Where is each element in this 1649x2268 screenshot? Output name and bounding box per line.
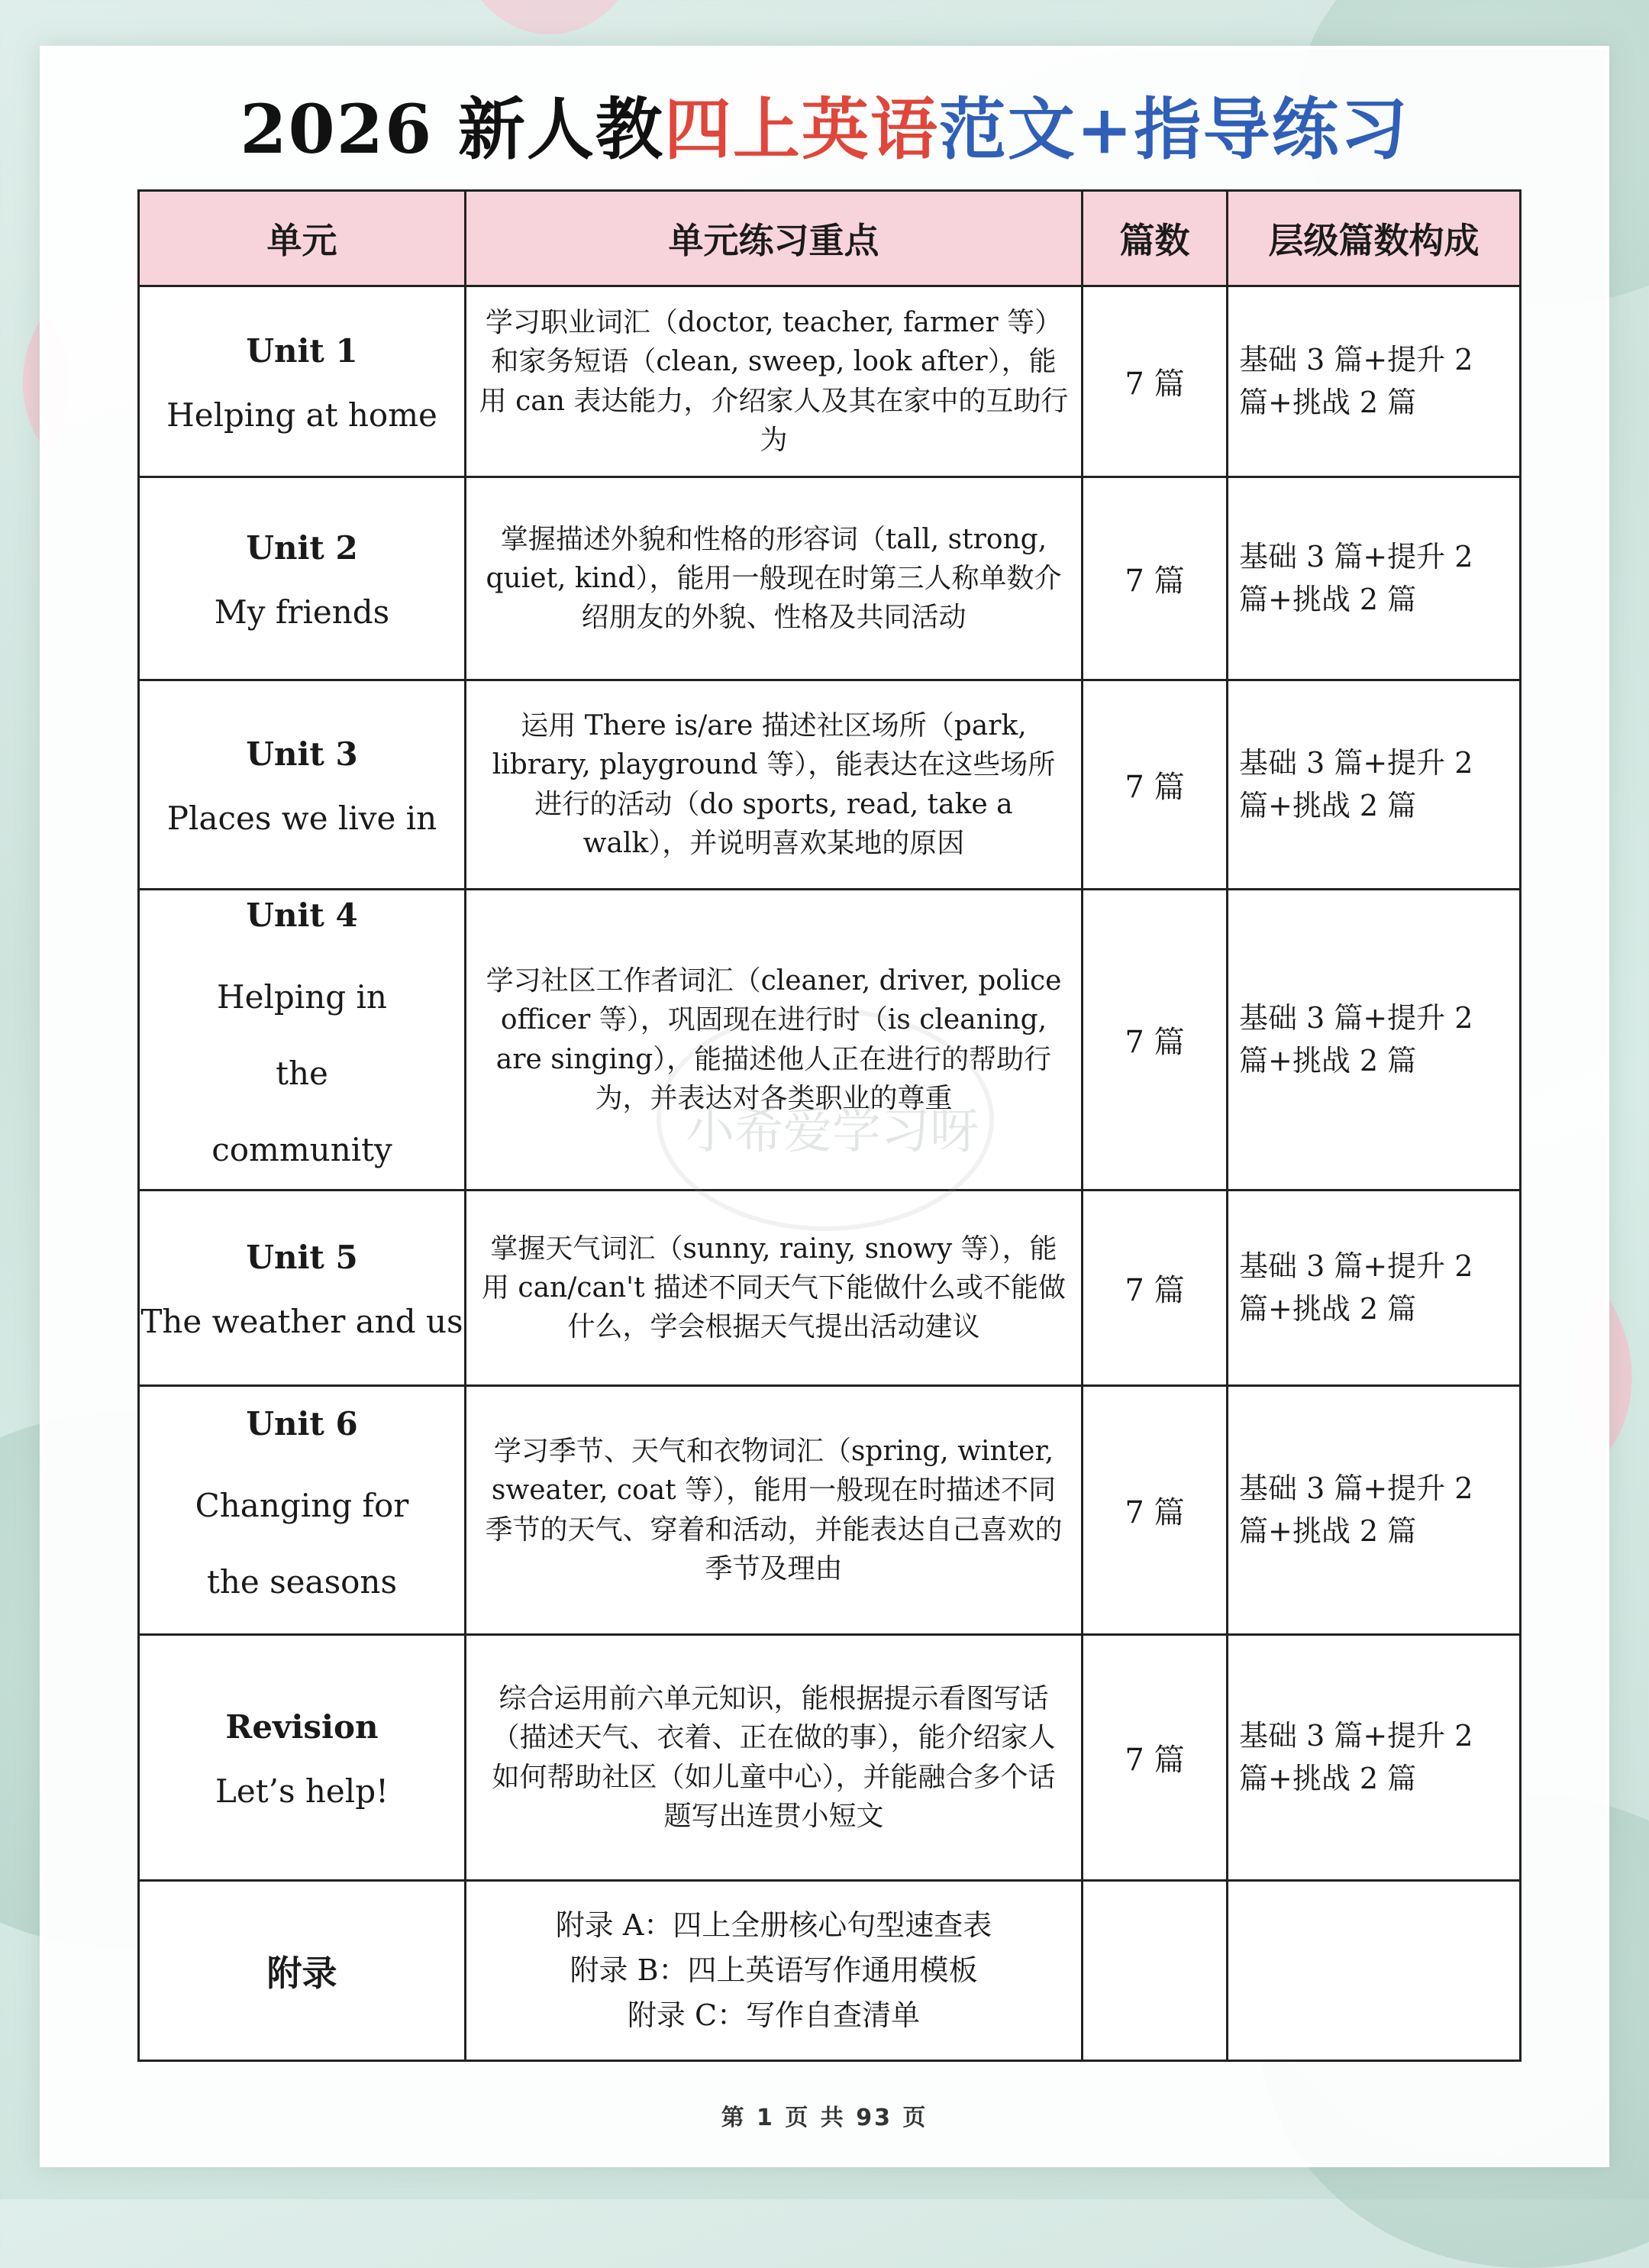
table-row xyxy=(139,286,1521,477)
unit-cell xyxy=(139,680,466,890)
lotus-flower-decoration xyxy=(473,0,626,46)
unit-number: Unit 6 xyxy=(246,1405,358,1443)
levels-cell: 基础 3 篇+提升 2 篇+挑战 2 篇 xyxy=(1228,890,1521,1191)
focus-cell: 学习职业词汇（doctor, teacher, farmer 等）和家务短语（clean, sweep, look after），能用 can 表达能力，介绍家人及其在家中的互助行为 xyxy=(466,286,1083,477)
unit-table xyxy=(137,189,1522,2062)
header-count: 篇数 xyxy=(1083,191,1228,286)
levels-cell: 基础 3 篇+提升 2 篇+挑战 2 篇 xyxy=(1228,680,1521,890)
levels-cell: 基础 3 篇+提升 2 篇+挑战 2 篇 xyxy=(1228,1191,1521,1386)
focus-cell: 学习社区工作者词汇（cleaner, driver, police officer 等），巩固现在进行时（is cleaning, are singing），能描述他人正在进行的帮助行为，并表达对各类职业的尊重 xyxy=(466,890,1083,1191)
levels-cell: 基础 3 篇+提升 2 篇+挑战 2 篇 xyxy=(1228,286,1521,477)
watermark-text: 小希爱学习呀 xyxy=(686,1103,979,1160)
unit-name: Helping in the community xyxy=(211,978,392,1168)
appendix-label: 附录 xyxy=(139,1881,466,2061)
count-cell: 7 篇 xyxy=(1083,680,1228,890)
unit-name: Changing for the seasons xyxy=(195,1487,409,1601)
unit-number: Unit 3 xyxy=(246,735,358,773)
count-cell: 7 篇 xyxy=(1083,890,1228,1191)
table-row-appendix xyxy=(139,1881,1521,2061)
unit-cell xyxy=(139,1635,466,1881)
unit-name: My friends xyxy=(214,593,390,631)
count-cell: 7 篇 xyxy=(1083,286,1228,477)
count-cell: 7 篇 xyxy=(1083,1386,1228,1635)
levels-cell: 基础 3 篇+提升 2 篇+挑战 2 篇 xyxy=(1228,1386,1521,1635)
unit-cell xyxy=(139,1386,466,1635)
table-row xyxy=(139,1386,1521,1635)
focus-cell: 综合运用前六单元知识，能根据提示看图写话（描述天气、衣着、正在做的事），能介绍家人如何帮助社区（如儿童中心），并能融合多个话题写出连贯小短文 xyxy=(466,1635,1083,1881)
header-focus: 单元练习重点 xyxy=(466,191,1083,286)
unit-name: Places we live in xyxy=(166,799,437,837)
title-part-year: 2026 新人教 xyxy=(240,89,664,169)
unit-name: Helping at home xyxy=(166,396,437,434)
appendix-item: 附录 A：四上全册核心句型速查表 xyxy=(555,1908,992,1943)
title-part-subject: 四上英语 xyxy=(663,89,939,169)
unit-number: Unit 4 xyxy=(246,897,358,934)
focus-cell: 运用 There is/are 描述社区场所（park, library, playground 等），能表达在这些场所进行的活动（do sports, read, take a walk），并说明喜欢某地的原因 xyxy=(466,680,1083,890)
levels-cell: 基础 3 篇+提升 2 篇+挑战 2 篇 xyxy=(1228,477,1521,680)
count-cell: 7 篇 xyxy=(1083,1635,1228,1881)
appendix-item: 附录 B：四上英语写作通用模板 xyxy=(570,1953,978,1988)
appendix-item: 附录 C：写作自查清单 xyxy=(627,1998,921,2032)
table-row xyxy=(139,680,1521,890)
appendix-levels-empty xyxy=(1228,1881,1521,2061)
count-cell: 7 篇 xyxy=(1083,1191,1228,1386)
appendix-count-empty xyxy=(1083,1881,1228,2061)
unit-number: Unit 1 xyxy=(246,331,358,370)
page-footer: 第 1 页 共 93 页 xyxy=(721,2105,928,2131)
appendix-items xyxy=(466,1881,1083,2061)
unit-number: Unit 2 xyxy=(246,528,358,567)
unit-cell xyxy=(139,1191,466,1386)
levels-cell: 基础 3 篇+提升 2 篇+挑战 2 篇 xyxy=(1228,1635,1521,1881)
unit-name: Let’s help! xyxy=(215,1772,389,1810)
table-row xyxy=(139,890,1521,1191)
focus-cell: 掌握天气词汇（sunny, rainy, snowy 等），能用 can/can't 描述不同天气下能做什么或不能做什么，学会根据天气提出活动建议 xyxy=(466,1191,1083,1386)
focus-cell: 学习季节、天气和衣物词汇（spring, winter, sweater, coat 等），能用一般现在时描述不同季节的天气、穿着和活动，并能表达自己喜欢的季节及理由 xyxy=(466,1386,1083,1635)
unit-cell xyxy=(139,477,466,680)
table-row xyxy=(139,1635,1521,1881)
header-levels: 层级篇数构成 xyxy=(1228,191,1521,286)
unit-number: Revision xyxy=(225,1707,379,1746)
title-part-content: 范文+指导练习 xyxy=(938,89,1409,169)
page-title xyxy=(0,76,1649,173)
table-header-row xyxy=(139,191,1521,286)
table-row xyxy=(139,1191,1521,1386)
count-cell: 7 篇 xyxy=(1083,477,1228,680)
unit-cell xyxy=(139,286,466,477)
focus-cell: 掌握描述外貌和性格的形容词（tall, strong, quiet, kind），能用一般现在时第三人称单数介绍朋友的外貌、性格及共同活动 xyxy=(466,477,1083,680)
unit-name: The weather and us xyxy=(140,1302,463,1340)
unit-number: Unit 5 xyxy=(246,1238,358,1276)
unit-cell xyxy=(139,890,466,1191)
table-row xyxy=(139,477,1521,680)
header-unit: 单元 xyxy=(139,191,466,286)
